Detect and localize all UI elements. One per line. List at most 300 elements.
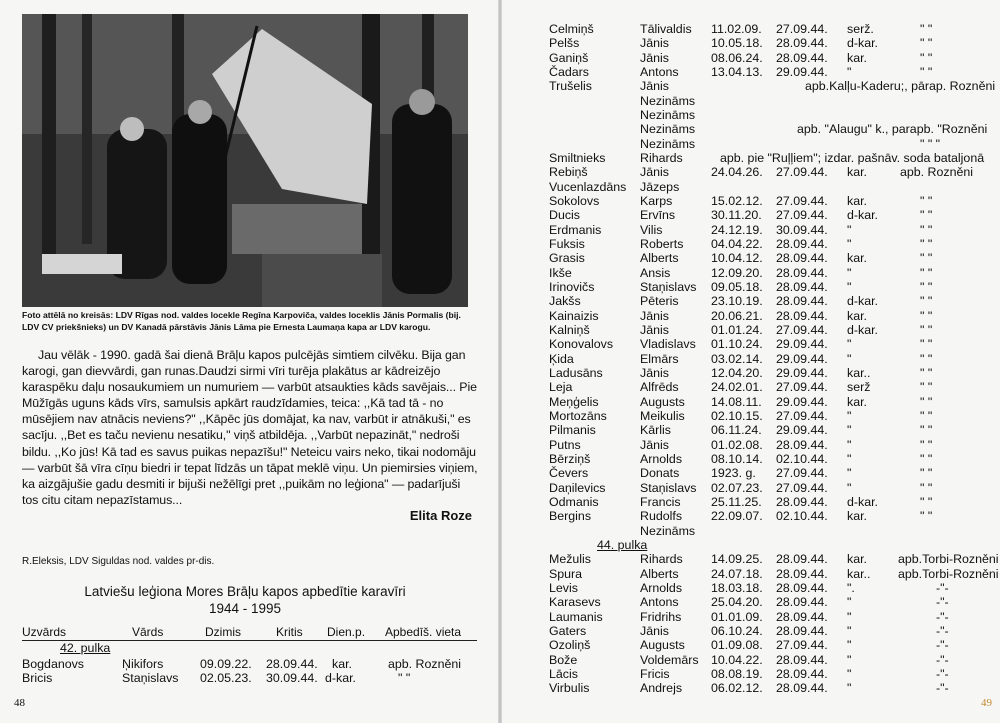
cell-born: 18.03.18. [711,580,763,595]
header-name: Vārds [132,625,164,639]
cell-name: Rudolfs [640,509,683,524]
cell-place: " " [920,294,933,309]
table-row [500,323,1000,337]
cell-name: Jānis [640,322,669,337]
cell-born: 14.09.25. [711,552,763,567]
cell-fell: 28.09.44. [776,279,828,294]
cell-fell: 28.09.44. [776,666,828,681]
cell-place: " " [920,480,933,495]
cell-place: -"- [936,623,949,638]
cell-surname: Grasis [549,251,585,266]
cell-fell: 28.09.44. [776,681,828,696]
right-page [500,0,1000,723]
cell-rank: kar.. [847,566,871,581]
cell-born: 08.06.24. [711,50,763,65]
cell-surname: Irinovičs [549,279,595,294]
cell-name: Nezināms [640,107,696,122]
cell-name: Vilis [640,222,663,237]
cell-rank: " [847,652,852,667]
cell-rank: " [847,681,852,696]
cell-fell: 28.09.44. [776,609,828,624]
table-row [500,581,1000,595]
article-text [22,347,478,508]
cell-surname: Gaters [549,623,587,638]
cell-rank: " [847,408,852,423]
cell-rank: " [847,609,852,624]
cell-surname: Erdmanis [549,222,602,237]
section-42-label: 42. pulka [60,641,111,655]
cell-place: " " [920,236,933,251]
cell-name: Francis [640,494,681,509]
cell-born: 08.10.14. [711,451,763,466]
cell-rank: d-kar. [847,294,878,309]
cell-name: Voldemārs [640,652,699,667]
cell-born: 15.02.12. [711,193,763,208]
cell-name: Pēteris [640,294,679,309]
cell-place: " " [920,365,933,380]
table-row [500,409,1000,423]
table-row [500,137,1000,151]
cell-place: " " [920,337,933,352]
cell-name: Staņislavs [640,279,697,294]
cell-name: Ansis [640,265,671,280]
table-row [500,51,1000,65]
table-row [500,194,1000,208]
cell-born: 06.10.24. [711,623,763,638]
table-row [500,495,1000,509]
cell-fell: 29.09.44. [776,394,828,409]
cell-rank: " [847,638,852,653]
cell-name: Nezināms [640,122,696,137]
cell-place: -"- [936,595,949,610]
cell-name: Augusts [640,394,685,409]
cell-place: " " [920,394,933,409]
cell-fell: 02.10.44. [776,509,828,524]
cell-surname: Bogdanovs [22,657,85,671]
table-row [500,352,1000,366]
cell-name: Antons [640,64,679,79]
cell-rank: kar. [847,193,867,208]
table-row [500,667,1000,681]
cell-born: 10.04.22. [711,652,763,667]
cell-name: Jānis [640,165,669,180]
cell-surname: Ducis [549,208,580,223]
cell-place: " " [920,451,933,466]
table-row [500,36,1000,50]
cell-name: Vladislavs [640,337,696,352]
cell-fell: 28.09.44. [776,566,828,581]
cell-place: " " [398,671,411,685]
cell-surname: Konovalovs [549,337,614,352]
cell-name: Nezināms [640,523,696,538]
table-row [500,94,1000,108]
cell-fell: 29.09.44. [776,351,828,366]
cell-born: 24.07.18. [711,566,763,581]
cell-place: -"- [936,580,949,595]
cell-rank: " [847,265,852,280]
cell-surname: Mežulis [549,552,591,567]
cell-born: 01.01.09. [711,609,763,624]
cell-rank: kar. [847,509,867,524]
cell-born: 06.02.12. [711,681,763,696]
cell-rank: kar. [847,394,867,409]
cell-surname: Bože [549,652,578,667]
table-row [500,524,1000,538]
cell-fell: 29.09.44. [776,423,828,438]
cell-fell: 02.10.44. [776,451,828,466]
cell-name: Fridrihs [640,609,682,624]
table-row [500,509,1000,523]
cell-surname: Lācis [549,666,578,681]
cell-name: Jānis [640,437,669,452]
table-row [500,237,1000,251]
cell-name: Kārlis [640,423,671,438]
cell-rank: kar. [847,251,867,266]
cell-born: 25.04.20. [711,595,763,610]
cell-name: Donats [640,466,680,481]
cell-place: -"- [936,638,949,653]
cell-surname: Mortozāns [549,408,607,423]
cell-name: Tālivaldis [640,22,692,36]
cell-name: Roberts [640,236,684,251]
table-row [500,22,1000,36]
cell-rank: d-kar. [847,36,878,51]
cell-name: Rihards [640,150,683,165]
cell-fell: 27.09.44. [776,638,828,653]
cell-born: 09.09.22. [200,657,252,671]
cell-rank: d-kar. [847,494,878,509]
cell-surname: Trušelis [549,79,592,94]
cell-place: -"- [936,666,949,681]
cell-fell: 28.09.44. [776,494,828,509]
cell-rank: kar. [847,165,867,180]
header-place: Apbedīš. vieta [385,625,462,639]
table-row [500,423,1000,437]
cell-name: Jānis [640,50,669,65]
cell-surname: Fuksis [549,236,585,251]
cell-rank: serž. [847,22,874,36]
header-fell: Kritis [276,625,303,639]
cell-name: Ervīns [640,208,676,223]
cell-fell: 28.09.44. [776,580,828,595]
cell-place: " " [920,308,933,323]
cell-fell: 29.09.44. [776,337,828,352]
cell-rank: d-kar. [325,671,356,685]
cell-place: " " " [920,136,941,151]
cell-fell: 29.09.44. [776,365,828,380]
cell-place: " " [920,437,933,452]
cell-name: Arnolds [640,580,683,595]
cell-fell: 28.09.44. [776,294,828,309]
cell-surname: Ladusāns [549,365,603,380]
cell-name: Jānis [640,365,669,380]
cell-place: apb. "Alaugu" k., parapb. "Rozněni [797,122,988,137]
table-row [22,657,477,671]
cell-fell: 28.09.44. [776,265,828,280]
cell-born: 24.12.19. [711,222,763,237]
cell-fell: 30.09.44. [776,222,828,237]
cell-born: 09.05.18. [711,279,763,294]
table-row [500,309,1000,323]
header-surname: Uzvārds [22,625,67,639]
list-title-line-1: Latviešu leģiona Mores Brāļu kapos apbedītie karavīri [84,584,406,599]
cell-born: 23.10.19. [711,294,763,309]
table-row [500,294,1000,308]
cell-fell: 27.09.44. [776,22,828,36]
cell-name: Arnolds [640,451,683,466]
cell-surname: Daņilevics [549,480,606,495]
photo-credit: R.Eleksis, LDV Siguldas nod. valdes pr-dis. [22,556,215,567]
cell-fell: 28.09.44. [776,251,828,266]
cell-fell: 28.09.44. [266,657,318,671]
cell-rank: " [847,595,852,610]
cell-surname: Rebiņš [549,165,588,180]
table-row [500,452,1000,466]
cell-rank: " [847,666,852,681]
cell-born: 01.09.08. [711,638,763,653]
cell-surname: Levis [549,580,578,595]
cell-rank: d-kar. [847,322,878,337]
cell-surname: Pelšs [549,36,580,51]
table-row [500,395,1000,409]
table-row [500,438,1000,452]
cell-rank: kar. [332,657,352,671]
cell-rank: kar. [847,552,867,567]
cell-fell: 28.09.44. [776,50,828,65]
cell-rank: " [847,437,852,452]
cell-place: apb. Rozněni [388,657,462,671]
cell-born: 12.04.20. [711,365,763,380]
table-row [500,280,1000,294]
cell-born: 11.02.09. [711,22,762,36]
cell-name: Ņikifors [122,657,164,671]
cell-rank: serž [847,380,871,395]
cell-fell: 27.09.44. [776,165,828,180]
cell-born: 14.08.11. [711,394,762,409]
table-row [500,208,1000,222]
cell-place: " " [920,408,933,423]
table-row [500,653,1000,667]
memorial-photo [22,14,468,307]
cell-name: Elmārs [640,351,679,366]
cell-fell: 30.09.44. [266,671,318,685]
cell-name: Fricis [640,666,670,681]
header-born: Dzimis [205,625,241,639]
table-row [500,552,1000,566]
cell-name: Alfrēds [640,380,679,395]
cell-surname: Jakšs [549,294,581,309]
cell-born: 04.04.22. [711,236,763,251]
cell-surname: Spura [549,566,583,581]
cell-place: " " [920,22,933,36]
cell-name: Andrejs [640,681,683,696]
cell-born: 03.02.14. [711,351,763,366]
cell-name: Alberts [640,251,679,266]
table-row [500,266,1000,280]
cell-place: " " [920,50,933,65]
cell-born: 02.05.23. [200,671,252,685]
table-row [500,165,1000,179]
cell-rank: " [847,236,852,251]
table-row [500,638,1000,652]
cell-fell: 27.09.44. [776,380,828,395]
cell-surname: Vucenlazdāns [549,179,627,194]
cell-born: 02.10.15. [711,408,763,423]
table-row [500,122,1000,136]
table-row [500,65,1000,79]
cell-born: 20.06.21. [711,308,763,323]
article-paragraph: Jau vēlāk - 1990. gadā šai dienā Brāļu kapos pulcējās simtiem cilvēku. Bija gan karogi, gan dievvārdi, gan runas.Daudzi sirmi vīri turēja plakātus ar kādreizējo karaspēku daļu nosaukumiem un numuriem — varbūt atsaukties kāds savējais... Pie Mūžīgās uguns kāds vīrs, samulsis apkārt raudzīdamies, teica: ,,Kā tad tā - no mūsējiem nav atnācis neviens?" ,,Kāpēc jūs domājat, ka nav, varbūt ir atnākuši," es sacīju. ,,Bet es taču nevienu nesatiku," viņš atbildēja. ,,Varbūt nepazināt," nedroši bildu. ,,Ko jūs! Kā tad es savus puikas nepazīšu!" Neteicu vairs neko, tikai nodomāju — varbūt šā vīra cīņu biedri ir tepat līdzās un tāpat meklē viņu. Un piemirsies viņiem, ka aizgājušie gadu desmiti ir bijuši nežēlīgi pret ,,puikām no leģiona" — padarījuši tos citu citam nepazīstamus... [22,348,478,507]
cell-fell: 28.09.44. [776,595,828,610]
cell-fell: 27.09.44. [776,466,828,481]
cell-surname: Putns [549,437,581,452]
table-header [22,623,477,641]
cell-rank: ". [847,580,855,595]
cell-born: 12.09.20. [711,265,763,280]
cell-rank: " [847,337,852,352]
cell-fell: 29.09.44. [776,64,828,79]
cell-name: Rihards [640,552,683,567]
cell-rank: kar. [847,50,867,65]
table-row [22,671,477,685]
cell-rank: " [847,222,852,237]
cell-name: Karps [640,193,673,208]
cell-surname: Čadars [549,64,589,79]
cell-name: Staņislavs [122,671,179,685]
cell-fell: 28.09.44. [776,652,828,667]
cell-surname: Ozoliņš [549,638,591,653]
cell-place: " " [920,351,933,366]
cell-place: " " [920,265,933,280]
cell-surname: Čevers [549,466,589,481]
table-row [500,481,1000,495]
list-title-line-2: 1944 - 1995 [208,601,282,616]
table-row [500,610,1000,624]
table-row [500,567,1000,581]
cell-name: Antons [640,595,679,610]
cell-surname: Bērziņš [549,451,591,466]
table-row [500,595,1000,609]
cell-surname: Ikše [549,265,572,280]
cell-born: 25.11.25. [711,494,762,509]
cell-born: 22.09.07. [711,509,763,524]
cell-place: apb.Torbi-Rozněni [898,552,999,567]
cell-surname: Odmanis [549,494,599,509]
cell-rank: kar.. [847,365,871,380]
table-row [500,337,1000,351]
cell-fell: 27.09.44. [776,408,828,423]
cell-born: 01.02.08. [711,437,763,452]
photo-caption: Foto attēlā no kreisās: LDV Rīgas nod. valdes locekle Regīna Karpoviča, valdes loceklis Jānis Pormalis (bij. LDV CV priekšnieks) un DV Kanadā pārstāvis Jānis Lāma pie Ernesta Laumaņa kapa ar LDV karogu. [22,310,461,333]
cell-fell: 28.09.44. [776,623,828,638]
cell-surname: Virbulis [549,681,590,696]
cell-surname: Kainaizis [549,308,599,323]
cell-surname: Bricis [22,671,53,685]
cell-place: " " [920,494,933,509]
cell-surname: Bergins [549,509,592,524]
cell-rank: d-kar. [847,208,878,223]
cell-place: " " [920,193,933,208]
cell-name: Staņislavs [640,480,697,495]
table-row [500,79,1000,93]
cell-fell: 27.09.44. [776,208,828,223]
cell-born: 01.10.24. [711,337,763,352]
cell-place: " " [920,380,933,395]
cell-place: -"- [936,681,949,696]
cell-rank: " [847,466,852,481]
cell-fell: 27.09.44. [776,322,828,337]
cell-name: Jānis [640,308,669,323]
cell-born: 01.01.24. [711,322,763,337]
cell-surname: Meņģelis [549,394,599,409]
cell-rank: " [847,451,852,466]
cell-place: " " [920,466,933,481]
cell-born: 30.11.20. [711,208,762,223]
cell-fell: 28.09.44. [776,308,828,323]
cell-name: Meikulis [640,408,685,423]
cell-place: " " [920,222,933,237]
table-row [500,366,1000,380]
cell-fell: 27.09.44. [776,480,828,495]
cell-fell: 28.09.44. [776,437,828,452]
cell-place: " " [920,36,933,51]
cell-rank: kar. [847,308,867,323]
cell-surname: Kalniņš [549,322,590,337]
cell-rank: " [847,480,852,495]
cell-name: Nezināms [640,93,696,108]
cell-surname: Sokolovs [549,193,600,208]
table-row [500,380,1000,394]
cell-born: 02.07.23. [711,480,763,495]
cell-name: Augusts [640,638,685,653]
cell-surname: Ķida [549,351,574,366]
cell-surname: Celmiņš [549,22,594,36]
cell-fell: 28.09.44. [776,236,828,251]
cell-surname: Ganiņš [549,50,589,65]
table-row [500,681,1000,695]
cell-rank: " [847,351,852,366]
cell-name: Jānis [640,623,669,638]
cell-place: apb.Torbi-Rozněni [898,566,999,581]
cell-place: " " [920,279,933,294]
cell-name: Jānis [640,79,669,94]
cell-born: 10.04.12. [711,251,763,266]
cell-name: Nezināms [640,136,696,151]
cell-surname: Smiltnieks [549,150,606,165]
page-number-right: 49 [981,697,992,709]
cell-place: apb. pie "Ruļļiem"; izdar. pašnāv. soda bataljonā [720,150,985,165]
cell-place: apb. Rozněni [900,165,974,180]
cell-born: 24.04.26. [711,165,763,180]
table-row [500,108,1000,122]
cell-born: 1923. g. [711,466,756,481]
cell-place: -"- [936,652,949,667]
cell-fell: 28.09.44. [776,36,828,51]
table-row [500,151,1000,165]
cell-fell: 27.09.44. [776,193,828,208]
cell-rank: " [847,423,852,438]
table-row [500,251,1000,265]
cell-surname: Leja [549,380,573,395]
cell-born: 10.05.18. [711,36,763,51]
cell-surname: Laumanis [549,609,603,624]
cell-name: Alberts [640,566,679,581]
cell-fell: 28.09.44. [776,552,828,567]
cell-rank: " [847,623,852,638]
list-title [22,583,468,617]
cell-born: 08.08.19. [711,666,763,681]
cell-rank: " [847,279,852,294]
